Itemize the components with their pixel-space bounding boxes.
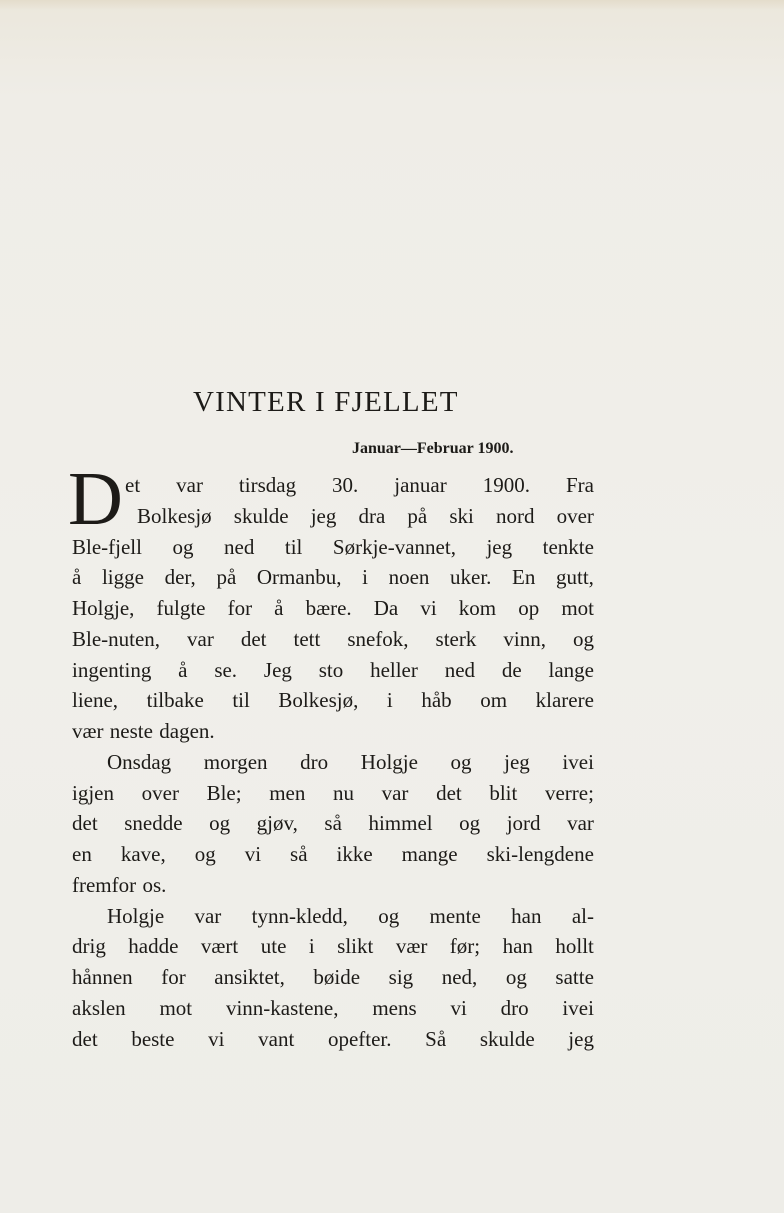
text-word: i bbox=[362, 565, 368, 589]
page-top-edge bbox=[0, 0, 784, 10]
text-word: hollt bbox=[555, 934, 594, 958]
text-word: et bbox=[125, 473, 141, 497]
text-line bbox=[72, 778, 594, 809]
text-line bbox=[137, 501, 594, 532]
text-line bbox=[72, 532, 594, 563]
text-word: vinn, bbox=[503, 627, 546, 651]
text-word: vi bbox=[244, 842, 262, 866]
text-word: var bbox=[187, 627, 214, 651]
text-word: kave, bbox=[120, 842, 166, 866]
text-word: Fra bbox=[565, 473, 594, 497]
text-word: nord bbox=[495, 504, 535, 528]
text-word: satte bbox=[555, 965, 594, 989]
text-word: jord bbox=[506, 811, 541, 835]
text-word: himmel bbox=[368, 811, 433, 835]
text-word: mot bbox=[159, 996, 193, 1020]
text-word: han bbox=[511, 904, 542, 928]
text-word: Onsdag bbox=[107, 750, 172, 774]
text-word: å bbox=[72, 565, 82, 589]
text-word: Da bbox=[373, 596, 399, 620]
text-line bbox=[72, 655, 594, 686]
text-word: ingenting bbox=[72, 658, 152, 682]
text-word: dro bbox=[500, 996, 529, 1020]
text-word: for bbox=[161, 965, 186, 989]
text-line bbox=[72, 931, 594, 962]
text-word: sig bbox=[388, 965, 414, 989]
text-word: gjøv, bbox=[256, 811, 298, 835]
text-line bbox=[72, 839, 594, 870]
text-word: men bbox=[269, 781, 306, 805]
text-line bbox=[72, 624, 594, 655]
text-word: opefter. bbox=[327, 1027, 392, 1051]
text-line bbox=[72, 685, 594, 716]
text-word: ivei bbox=[562, 750, 594, 774]
text-word: Ble-nuten, bbox=[72, 627, 161, 651]
text-word: og bbox=[172, 535, 194, 559]
text-word: vinn-kastene, bbox=[225, 996, 339, 1020]
text-word: var bbox=[176, 473, 203, 497]
text-word: så bbox=[324, 811, 342, 835]
text-word: og bbox=[572, 627, 594, 651]
text-word: fremfor bbox=[72, 873, 137, 897]
text-word: dra bbox=[358, 504, 386, 528]
text-line bbox=[72, 1024, 594, 1055]
text-word: mange bbox=[401, 842, 458, 866]
text-word: Ble; bbox=[206, 781, 242, 805]
text-word: for bbox=[227, 596, 253, 620]
text-word: og bbox=[378, 904, 400, 928]
text-word: 1900. bbox=[482, 473, 530, 497]
text-word: tilbake bbox=[146, 688, 204, 712]
text-word: gutt, bbox=[556, 565, 594, 589]
text-word: ute bbox=[260, 934, 287, 958]
text-word: Så bbox=[425, 1027, 447, 1051]
text-word: morgen bbox=[203, 750, 268, 774]
text-word: jeg bbox=[504, 750, 530, 774]
text-word: i bbox=[308, 934, 315, 958]
text-word: neste bbox=[109, 719, 153, 743]
text-word: var bbox=[381, 781, 409, 805]
text-word: det bbox=[240, 627, 267, 651]
text-word: det bbox=[72, 1027, 98, 1051]
text-line bbox=[72, 593, 594, 624]
text-word: kom bbox=[458, 596, 497, 620]
text-word: vær bbox=[72, 719, 104, 743]
text-word: håb bbox=[421, 688, 452, 712]
text-word: bøide bbox=[313, 965, 361, 989]
text-word: å bbox=[274, 596, 284, 620]
text-line bbox=[72, 993, 594, 1024]
text-word: en bbox=[72, 842, 92, 866]
text-word: klarere bbox=[535, 688, 594, 712]
text-word: var bbox=[194, 904, 222, 928]
text-word: før; bbox=[449, 934, 481, 958]
text-word: akslen bbox=[72, 996, 126, 1020]
text-word: der, bbox=[164, 565, 196, 589]
text-word: var bbox=[567, 811, 594, 835]
text-word: tenkte bbox=[542, 535, 594, 559]
text-word: vi bbox=[208, 1027, 225, 1051]
text-word: de bbox=[501, 658, 522, 682]
text-word: over bbox=[141, 781, 179, 805]
text-word: mens bbox=[372, 996, 417, 1020]
text-word: det bbox=[436, 781, 462, 805]
text-word: jeg bbox=[568, 1027, 594, 1051]
text-word: jeg bbox=[310, 504, 337, 528]
text-word: til bbox=[284, 535, 303, 559]
text-word: dro bbox=[300, 750, 329, 774]
text-word: liene, bbox=[72, 688, 119, 712]
text-word: vi bbox=[450, 996, 467, 1020]
text-line bbox=[72, 870, 594, 901]
text-word: vært bbox=[200, 934, 239, 958]
text-word: uker. bbox=[450, 565, 492, 589]
text-word: og bbox=[194, 842, 216, 866]
text-word: Sørkje-vannet, bbox=[332, 535, 456, 559]
text-word: Bolkesjø bbox=[137, 504, 212, 528]
text-word: 30. bbox=[332, 473, 359, 497]
text-word: vant bbox=[258, 1027, 295, 1051]
text-word: Holgje, bbox=[72, 596, 135, 620]
text-word: om bbox=[480, 688, 508, 712]
text-word: i bbox=[386, 688, 393, 712]
drop-cap: D bbox=[68, 457, 123, 541]
text-word: jeg bbox=[486, 535, 513, 559]
text-word: Jeg bbox=[263, 658, 292, 682]
text-word: blit bbox=[489, 781, 518, 805]
text-word: ski bbox=[449, 504, 474, 528]
text-line bbox=[107, 747, 594, 778]
text-word: dagen. bbox=[159, 719, 215, 743]
text-word: En bbox=[512, 565, 536, 589]
text-word: det bbox=[72, 811, 98, 835]
text-word: å bbox=[178, 658, 188, 682]
text-line bbox=[125, 470, 594, 501]
text-word: sto bbox=[318, 658, 344, 682]
text-word: over bbox=[556, 504, 594, 528]
text-word: ligge bbox=[101, 565, 144, 589]
text-word: Ble-fjell bbox=[72, 535, 142, 559]
text-word: Ormanbu, bbox=[256, 565, 342, 589]
text-line bbox=[107, 901, 594, 932]
text-word: lange bbox=[548, 658, 594, 682]
text-word: han bbox=[502, 934, 533, 958]
text-word: se. bbox=[214, 658, 238, 682]
text-word: og bbox=[459, 811, 481, 835]
text-word: på bbox=[216, 565, 237, 589]
text-word: op bbox=[518, 596, 540, 620]
text-word: og bbox=[450, 750, 472, 774]
text-word: bære. bbox=[305, 596, 352, 620]
text-word: snedde bbox=[124, 811, 183, 835]
text-word: slikt bbox=[337, 934, 374, 958]
text-word: ned, bbox=[441, 965, 478, 989]
text-word: Holgje bbox=[107, 904, 165, 928]
text-word: mot bbox=[561, 596, 594, 620]
text-word: på bbox=[407, 504, 428, 528]
text-word: skulde bbox=[479, 1027, 535, 1051]
text-word: skulde bbox=[233, 504, 289, 528]
text-word: januar bbox=[394, 473, 447, 497]
text-word: verre; bbox=[544, 781, 594, 805]
text-line bbox=[72, 808, 594, 839]
text-word: heller bbox=[370, 658, 418, 682]
text-word: tett bbox=[293, 627, 321, 651]
text-word: beste bbox=[131, 1027, 175, 1051]
text-word: ski-lengdene bbox=[486, 842, 594, 866]
text-word: snefok, bbox=[347, 627, 409, 651]
text-word: til bbox=[232, 688, 250, 712]
text-word: noen bbox=[388, 565, 430, 589]
text-word: ned bbox=[224, 535, 255, 559]
text-word: vi bbox=[420, 596, 437, 620]
text-word: ivei bbox=[562, 996, 594, 1020]
text-word: ned bbox=[444, 658, 476, 682]
text-line bbox=[72, 962, 594, 993]
chapter-dateline: Januar—Februar 1900. bbox=[352, 440, 514, 457]
text-word: og bbox=[209, 811, 231, 835]
text-word: nu bbox=[332, 781, 354, 805]
chapter-title: VINTER I FJELLET bbox=[193, 386, 459, 418]
text-word: tirsdag bbox=[238, 473, 297, 497]
text-word: mente bbox=[429, 904, 481, 928]
text-word: fulgte bbox=[156, 596, 206, 620]
text-word: sterk bbox=[435, 627, 477, 651]
text-line bbox=[72, 562, 594, 593]
text-word: os. bbox=[142, 873, 167, 897]
text-word: så bbox=[290, 842, 308, 866]
text-word: hadde bbox=[128, 934, 179, 958]
text-word: ansiktet, bbox=[214, 965, 285, 989]
text-word: igjen bbox=[72, 781, 114, 805]
text-line bbox=[72, 716, 594, 747]
text-word: drig bbox=[72, 934, 106, 958]
text-word: og bbox=[505, 965, 527, 989]
text-word: al- bbox=[571, 904, 594, 928]
text-word: vær bbox=[395, 934, 428, 958]
text-word: hånnen bbox=[72, 965, 133, 989]
text-word: Bolkesjø, bbox=[278, 688, 359, 712]
text-word: Holgje bbox=[360, 750, 418, 774]
text-word: tynn-kledd, bbox=[251, 904, 348, 928]
text-word: ikke bbox=[336, 842, 373, 866]
